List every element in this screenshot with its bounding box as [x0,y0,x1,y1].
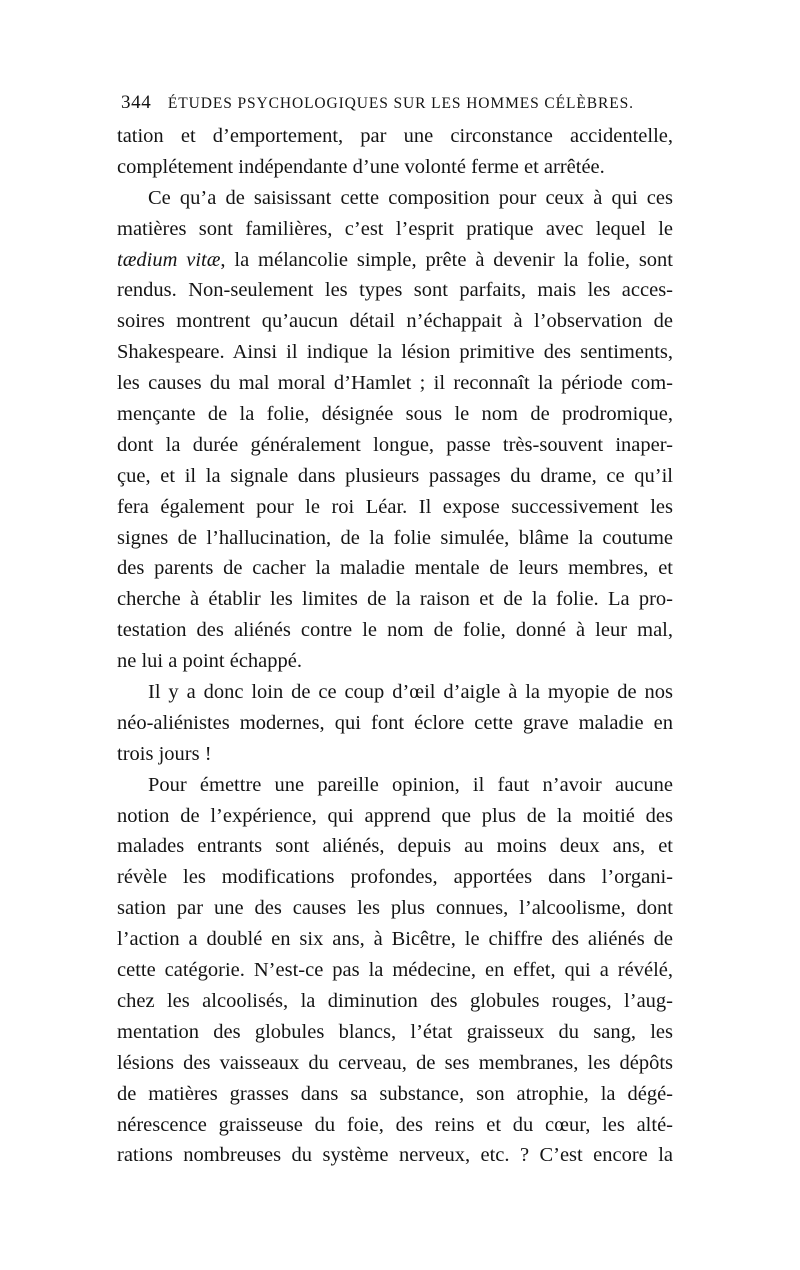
text-line: soires montrent qu’aucun détail n’échappait à l’observation de [117,310,673,333]
text-line: lésions des vaisseaux du cerveau, de ses membranes, les dépôts [117,1051,673,1074]
text-line: ne lui a point échappé. [117,650,303,673]
text-line: Ce qu’a de saisissant cette composition pour ceux à qui ces [148,186,673,209]
text-line: trois jours ! [117,742,212,765]
text-line: sation par une des causes les plus connues, l’alcoolisme, dont [117,897,673,920]
text-line: fera également pour le roi Léar. Il expose successivement les [117,495,673,518]
text-line: dont la durée généralement longue, passe très-souvent inaper- [117,433,673,456]
text-line: des parents de cacher la maladie mentale de leurs membres, et [117,557,673,580]
text-line: Il y a donc loin de ce coup d’œil d’aigle à la myopie de nos [148,681,673,704]
text-line: malades entrants sont aliénés, depuis au moins deux ans, et [117,835,673,858]
text-line: tation et d’emportement, par une circonstance accidentelle, [117,125,673,147]
text-line: rations nombreuses du système nerveux, etc. ? C’est encore la [117,1144,673,1167]
text-line: l’action a doublé en six ans, à Bicêtre, le chiffre des aliénés de [117,928,673,951]
text-line: rendus. Non-seulement les types sont parfaits, mais les acces- [117,279,673,302]
text-line: nérescence graisseuse du foie, des reins et du cœur, les alté- [117,1113,673,1136]
text-line: testation des aliénés contre le nom de folie, donné à leur mal, [117,619,673,642]
text-line: mentation des globules blancs, l’état graisseux du sang, les [117,1020,673,1043]
page-number: 344 [121,92,152,113]
text-line: Shakespeare. Ainsi il indique la lésion primitive des sentiments, [117,341,673,364]
text-line: chez les alcoolisés, la diminution des globules rouges, l’aug- [117,989,673,1012]
text-line: cette catégorie. N’est-ce pas la médecine, en effet, qui a révélé, [117,959,673,982]
text-line: mençante de la folie, désignée sous le nom de prodromique, [117,403,673,426]
paragraph-shakespeare [117,183,673,677]
text-line: les causes du mal moral d’Hamlet ; il reconnaît la période com- [117,372,673,395]
text-line: notion de l’expérience, qui apprend que plus de la moitié des [117,804,673,827]
text-line: Pour émettre une pareille opinion, il faut n’avoir aucune [148,773,673,796]
paragraph-neo-alienistes [117,677,673,770]
body-text [117,121,673,1171]
text-line: néo-aliénistes modernes, qui font éclore cette grave maladie en [117,711,673,734]
text-line: çue, et il la signale dans plusieurs passages du drame, ce qu’il [117,464,673,487]
text-line: signes de l’hallucination, de la folie simulée, blâme la coutume [117,526,673,549]
text-line: complétement indépendante d’une volonté ferme et arrêtée. [117,155,605,178]
running-head [121,92,681,122]
paragraph-continuation [117,121,673,183]
text-line: de matières grasses dans sa substance, son atrophie, la dégé- [117,1082,673,1105]
text-line: matières sont familières, c’est l’esprit pratique avec lequel le [117,217,673,240]
text-line-with-italic: tædium vitæ, la mélancolie simple, prête à devenir la folie, sont [117,248,673,271]
text-line: révèle les modifications profondes, apportées dans l’organi- [117,866,673,889]
running-title: ÉTUDES PSYCHOLOGIQUES SUR LES HOMMES CÉLÈBRES. [167,95,634,112]
italic-phrase: tædium vitæ [117,248,221,271]
text-line: cherche à établir les limites de la raison et de la folie. La pro- [117,588,673,611]
paragraph-alcoolisme [117,770,673,1172]
